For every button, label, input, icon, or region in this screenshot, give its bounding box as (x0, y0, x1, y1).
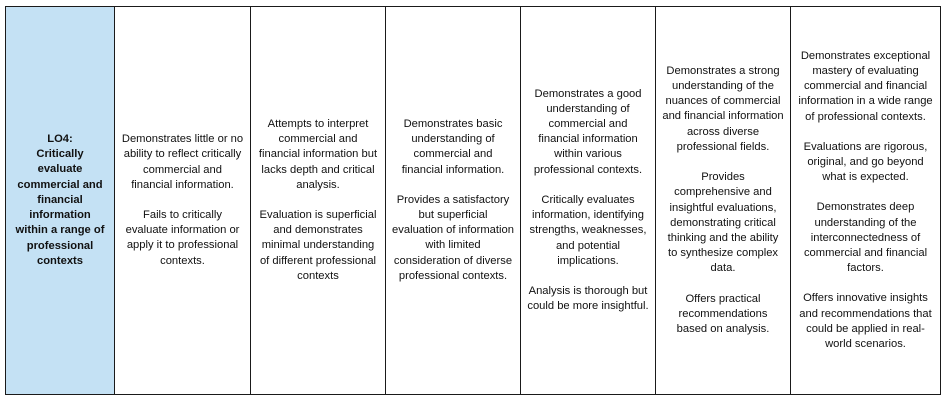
criteria-paragraph: Evaluation is superficial and demonstrates minimal understanding of different professional contexts (259, 209, 377, 282)
criteria-paragraph: Fails to critically evaluate information or apply it to professional contexts. (125, 209, 240, 267)
criteria-cell-level-3 (386, 7, 521, 395)
criteria-paragraph: Demonstrates a good understanding of commercial and financial information within various professional contexts. (533, 87, 643, 176)
criteria-paragraph: Offers innovative insights and recommendations that could be applied in real-world scenarios. (799, 292, 932, 351)
criteria-paragraph: Demonstrates little or no ability to reflect critically commercial and financial information. (121, 133, 244, 191)
criteria-cell-level-6 (791, 7, 941, 395)
learning-outcome-cell (6, 7, 115, 395)
learning-outcome-code: LO4: (47, 133, 73, 146)
criteria-paragraph: Provides a satisfactory but superficial evaluation of information with limited consideration of diverse professional contexts. (392, 193, 514, 282)
rubric-row-lo4 (6, 7, 941, 395)
learning-outcome-title: Critically evaluate commercial and financial information within a range of professional contexts (15, 148, 105, 267)
criteria-cell-level-5 (656, 7, 791, 395)
criteria-paragraph: Evaluations are rigorous, original, and go beyond what is expected. (803, 140, 928, 184)
criteria-paragraph: Analysis is thorough but could be more insightful. (527, 284, 649, 313)
assessment-rubric-table (5, 6, 941, 395)
criteria-paragraph: Demonstrates deep understanding of the interconnectedness of commercial and financial factors. (803, 201, 928, 275)
criteria-cell-level-1 (115, 7, 251, 395)
criteria-paragraph: Provides comprehensive and insightful evaluations, demonstrating critical thinking and the ability to synthesize complex data. (667, 171, 779, 275)
criteria-paragraph: Demonstrates exceptional mastery of evaluating commercial and financial information in a wide range of professional contexts. (798, 49, 933, 123)
criteria-cell-level-4 (521, 7, 656, 395)
criteria-paragraph: Attempts to interpret commercial and financial information but lacks depth and critical analysis. (258, 117, 378, 191)
criteria-paragraph: Demonstrates basic understanding of commercial and financial information. (401, 117, 505, 176)
criteria-cell-level-2 (251, 7, 386, 395)
criteria-paragraph: Critically evaluates information, identifying strengths, weaknesses, and potential implications. (529, 193, 647, 267)
criteria-paragraph: Demonstrates a strong understanding of the nuances of commercial and financial information across diverse professional fields. (662, 64, 784, 153)
criteria-paragraph: Offers practical recommendations based on analysis. (676, 292, 770, 335)
